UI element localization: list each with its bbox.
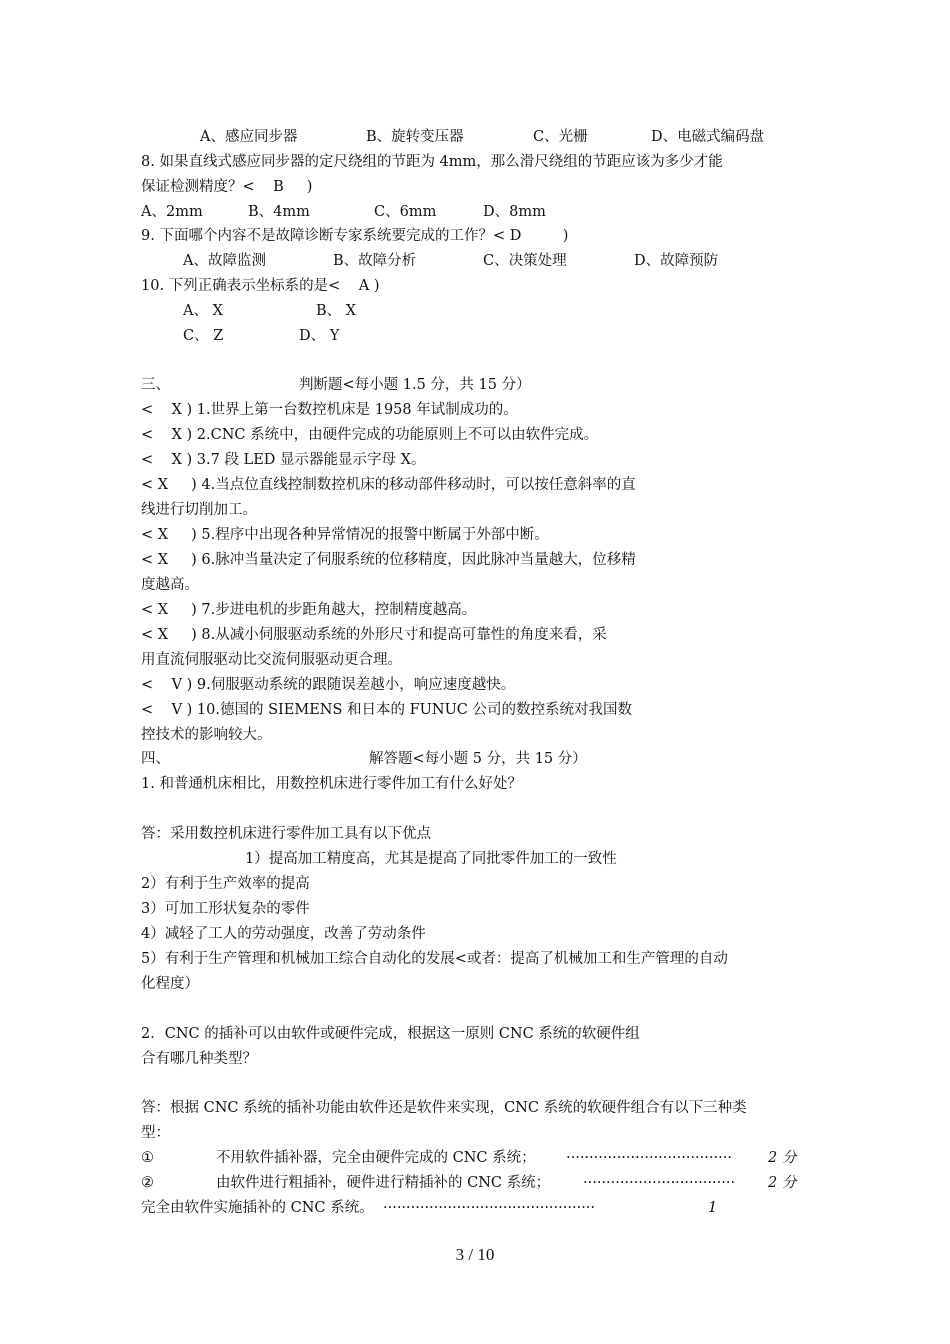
- a1-intro: 答：采用数控机床进行零件加工具有以下优点: [141, 826, 431, 842]
- tf-item-continuation: 线进行切削加工。: [141, 502, 257, 518]
- q8-option-b: B、4mm: [248, 204, 310, 220]
- a2-item3-text: 完全由软件实施插补的 CNC 系统。: [141, 1200, 374, 1216]
- a2-item2-marker: ②: [141, 1175, 154, 1191]
- tf-item: < X ) 3.7 段 LED 显示器能显示字母 X。: [141, 452, 426, 468]
- a1-question: 1. 和普通机床相比，用数控机床进行零件加工有什么好处？: [141, 776, 522, 792]
- page-number: 3 / 10: [455, 1245, 495, 1264]
- a2-item3-leader: ··············································: [383, 1200, 596, 1216]
- a1-point-continuation: 化程度）: [141, 976, 199, 992]
- q8-option-d: D、8mm: [483, 204, 546, 220]
- a2-question-line1: 2．CNC 的插补可以由软件或硬件完成，根据这一原则 CNC 系统的软硬件组: [141, 1026, 640, 1042]
- q10-text: 10. 下列正确表示坐标系的是< A ): [141, 278, 380, 294]
- q9-text: 9. 下面哪个内容不是故障诊断专家系统要完成的工作？< D ): [141, 228, 569, 244]
- q9-option-a: A、故障监测: [183, 253, 266, 269]
- q7-option-b: B、旋转变压器: [366, 129, 464, 145]
- q10-option-b: B、 X: [316, 303, 357, 319]
- tf-item: < X ) 4.当点位直线控制数控机床的移动部件移动时，可以按任意斜率的直: [141, 477, 636, 493]
- tf-item: < X ) 6.脉冲当量决定了伺服系统的位移精度，因此脉冲当量越大，位移精: [141, 552, 636, 568]
- tf-item: < X ) 1.世界上第一台数控机床是 1958 年试制成功的。: [141, 402, 518, 418]
- tf-item-continuation: 控技术的影响较大。: [141, 727, 272, 743]
- a2-answer-line2: 型：: [141, 1125, 170, 1141]
- q9-option-d: D、故障预防: [634, 253, 719, 269]
- q9-option-b: B、故障分析: [333, 253, 417, 269]
- q8-text-line1: 8. 如果直线式感应同步器的定尺绕组的节距为 4mm，那么滑尺绕组的节距应该为多少才能: [141, 154, 723, 170]
- a1-point: 3）可加工形状复杂的零件: [141, 901, 310, 917]
- section4-title: 解答题<每小题 5 分，共 15 分）: [369, 751, 587, 767]
- a2-item1-leader: ····································: [566, 1150, 732, 1166]
- q9-option-c: C、决策处理: [483, 253, 567, 269]
- section3-title: 判断题<每小题 1.5 分，共 15 分）: [299, 377, 531, 393]
- tf-item: < X ) 5.程序中出现各种异常情况的报警中断属于外部中断。: [141, 527, 549, 543]
- section4-number: 四、: [141, 751, 170, 767]
- a2-item1-score: 2 分: [768, 1150, 797, 1166]
- q8-text-line2: 保证检测精度？< B ): [141, 179, 313, 195]
- tf-item: < X ) 8.从减小伺服驱动系统的外形尺寸和提高可靠性的角度来看，采: [141, 627, 607, 643]
- a1-point: 4）减轻了工人的劳动强度，改善了劳动条件: [141, 926, 426, 942]
- a1-point: 2）有利于生产效率的提高: [141, 876, 310, 892]
- a2-item1-text: 不用软件插补器，完全由硬件完成的 CNC 系统；: [216, 1150, 536, 1166]
- tf-item: < X ) 7.步进电机的步距角越大，控制精度越高。: [141, 602, 477, 618]
- tf-item: < X ) 2.CNC 系统中，由硬件完成的功能原则上不可以由软件完成。: [141, 427, 599, 443]
- a2-item2-text: 由软件进行粗插补，硬件进行精插补的 CNC 系统；: [216, 1175, 551, 1191]
- q8-option-a: A、2mm: [141, 204, 203, 220]
- tf-item-continuation: 度越高。: [141, 577, 199, 593]
- a2-question-line2: 合有哪几种类型？: [141, 1051, 257, 1067]
- q10-option-d: D、 Y: [299, 328, 340, 344]
- q10-option-c: C、 Z: [183, 328, 224, 344]
- a2-item1-marker: ①: [141, 1150, 154, 1166]
- a1-point: 1）提高加工精度高，尤其是提高了同批零件加工的一致性: [245, 851, 617, 867]
- q8-option-c: C、6mm: [374, 204, 437, 220]
- tf-item: < V ) 9.伺服驱动系统的跟随误差越小，响应速度越快。: [141, 677, 516, 693]
- q7-option-a: A、感应同步器: [200, 129, 298, 145]
- q10-option-a: A、 X: [183, 303, 223, 319]
- a2-item2-score: 2 分: [768, 1175, 797, 1191]
- section3-number: 三、: [141, 377, 170, 393]
- a2-answer-line1: 答：根据 CNC 系统的插补功能由软件还是软件来实现，CNC 系统的软硬件组合有以下三种类: [141, 1100, 747, 1116]
- tf-item-continuation: 用直流伺服驱动比交流伺服驱动更合理。: [141, 652, 402, 668]
- q7-option-d: D、电磁式编码盘: [651, 129, 765, 145]
- tf-item: < V ) 10.德国的 SIEMENS 和日本的 FUNUC 公司的数控系统对我国数: [141, 702, 633, 718]
- q7-option-c: C、光栅: [533, 129, 588, 145]
- a1-point: 5）有利于生产管理和机械加工综合自动化的发展<或者：提高了机械加工和生产管理的自动: [141, 951, 728, 967]
- a2-item2-leader: ·································: [583, 1175, 736, 1191]
- a2-item3-score: 1: [708, 1200, 718, 1216]
